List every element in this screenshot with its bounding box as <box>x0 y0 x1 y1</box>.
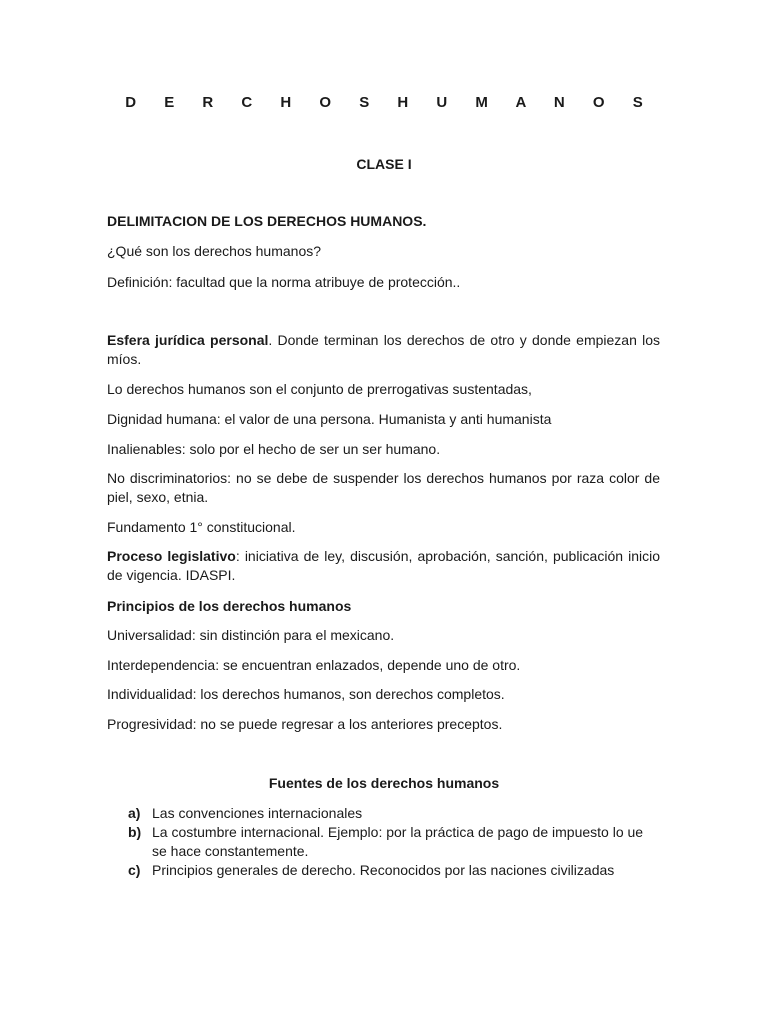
list-item <box>128 861 668 880</box>
list-item-text: Las convenciones internacionales <box>152 805 363 821</box>
principio-item: Progresividad: no se puede regresar a los anteriores preceptos. <box>107 716 503 732</box>
section-heading: DELIMITACION DE LOS DERECHOS HUMANOS. <box>107 213 427 229</box>
body-line: Dignidad humana: el valor de una persona. Humanista y anti humanista <box>107 411 552 427</box>
definition-line: Definición: facultad que la norma atribuye de protección.. <box>107 274 461 290</box>
body-line: Inalienables: solo por el hecho de ser un ser humano. <box>107 441 441 457</box>
list-marker: a) <box>128 805 141 821</box>
fuentes-heading: Fuentes de los derechos humanos <box>268 775 500 791</box>
principio-item: Individualidad: los derechos humanos, son derechos completos. <box>107 686 505 702</box>
body-line: No discriminatorios: no se debe de suspender los derechos humanos por raza color de piel, sexo, etnia. <box>107 470 660 505</box>
list-item <box>128 804 668 823</box>
esfera-text: . Donde terminan los derechos de otro y donde empiezan los míos. <box>107 332 660 367</box>
principio-item: Universalidad: sin distinción para el mexicano. <box>107 627 395 643</box>
list-item-text: Principios generales de derecho. Reconocidos por las naciones civilizadas <box>152 862 615 878</box>
esfera-paragraph <box>107 331 660 369</box>
fuentes-list <box>128 804 668 880</box>
list-marker: b) <box>128 824 142 840</box>
list-marker: c) <box>128 862 141 878</box>
list-item-text: La costumbre internacional. Ejemplo: por la práctica de pago de impuesto lo ue se hace constantemente. <box>152 824 644 859</box>
proceso-paragraph <box>107 547 660 585</box>
body-line: Fundamento 1° constitucional. <box>107 519 296 535</box>
question-line: ¿Qué son los derechos humanos? <box>107 243 322 259</box>
principio-item: Interdependencia: se encuentran enlazados, depende uno de otro. <box>107 657 521 673</box>
body-line: Lo derechos humanos son el conjunto de prerrogativas sustentadas, <box>107 381 532 397</box>
document-subtitle: CLASE I <box>356 156 412 172</box>
document-title: D E R C H O S H U M A N O S <box>125 94 655 111</box>
principios-heading: Principios de los derechos humanos <box>107 598 352 614</box>
proceso-text: : iniciativa de ley, discusión, aprobación, sanción, publicación inicio de vigencia. IDASPI. <box>107 548 661 583</box>
esfera-term: Esfera jurídica personal <box>107 332 269 348</box>
list-item <box>128 823 660 861</box>
proceso-term: Proceso legislativo <box>107 548 236 564</box>
